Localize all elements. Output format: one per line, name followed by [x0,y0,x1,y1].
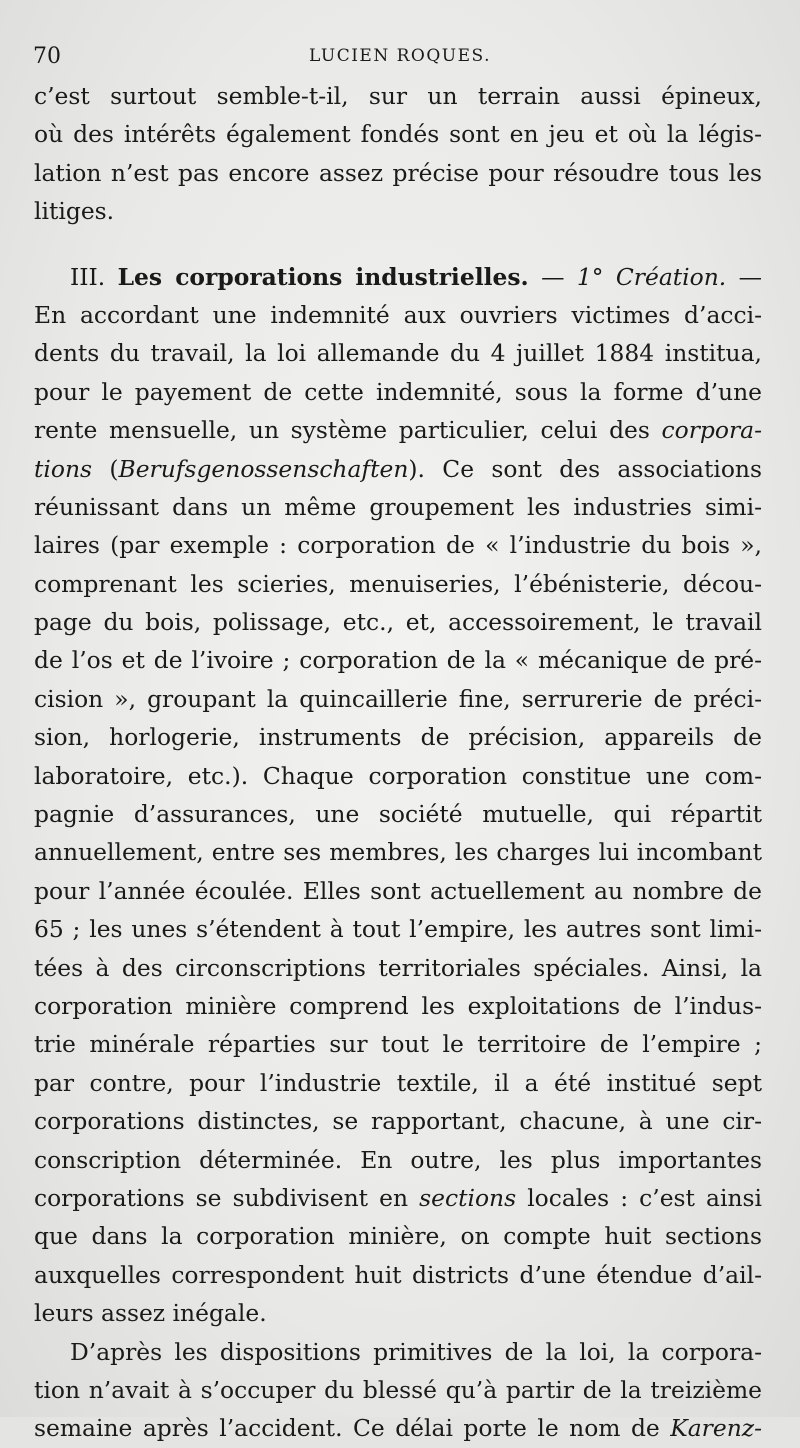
text-line: litiges. [34,197,115,226]
text-run: locales : c’est ainsi [516,1183,762,1212]
text-line: corporations distinctes, se rapportant, chacune, à une cir- [34,1107,762,1136]
page-header [0,40,800,74]
text-line: tion n’avait à s’occuper du blessé qu’à partir de la treizième [34,1375,762,1404]
text-line: conscription déterminée. En outre, les plus importantes [34,1145,762,1174]
section-dash: — [541,262,565,291]
text-line: laires (par exemple : corporation de « l’industrie du bois », [34,531,762,560]
text-line [34,1409,762,1447]
text-line: que dans la corporation minière, on compte huit sections [34,1222,762,1251]
text-line: où des intérêts également fondés sont en jeu et où la légis- [34,120,762,149]
text-line: comprenant les scieries, menuiseries, l’ébénisterie, décou- [34,569,762,598]
italic-run: Berufsgenossenschaften [118,454,409,483]
text-line: En accordant une indemnité aux ouvriers victimes d’acci- [34,300,762,329]
text-line: dents du travail, la loi allemande du 4 juillet 1884 institua, [34,339,762,368]
text-line: pagnie d’assurances, une société mutuelle, qui répartit [34,800,762,829]
running-head: LUCIEN ROQUES. [309,46,491,66]
paragraph-2 [34,296,762,1333]
text-line [34,411,762,449]
text-line: sion, horlogerie, instruments de précision, appareils de [34,723,762,752]
italic-run: Karenz- [670,1414,762,1443]
text-line: D’après les dispositions primitives de la loi, la corpora- [70,1337,762,1366]
text-run: ). Ce sont des associations [408,454,762,483]
text-line: lation n’est pas encore assez précise pour résoudre tous les [34,158,762,187]
text-line: 65 ; les unes s’étendent à tout l’empire, les autres sont limi- [34,915,762,944]
text-line: auxquelles correspondent huit districts d’une étendue d’ail- [34,1260,762,1289]
text-line: tées à des circonscriptions territoriales spéciales. Ainsi, la [34,953,762,982]
text-line: corporation minière comprend les exploitations de l’indus- [34,991,762,1020]
text-line: de l’os et de l’ivoire ; corporation de la « mécanique de pré- [34,646,762,675]
text-line [34,1179,762,1217]
section-dash: — [738,262,763,291]
text-line: leurs assez inégale. [34,1299,267,1328]
section-title: Les corporations industrielles. [117,262,529,291]
subsection-title: 1° Création. [576,262,727,291]
page-body [34,77,762,1448]
paragraph-1 [34,77,762,231]
italic-run: sections [419,1183,517,1212]
text-run: ( [92,454,119,483]
text-line: trie minérale réparties sur tout le territoire de l’empire ; [34,1030,762,1059]
section-number: III. [70,262,106,291]
text-line: réunissant dans un même groupement les industries simi- [34,492,762,521]
text-line: c’est surtout semble-t-il, sur un terrain aussi épineux, [34,82,762,110]
paragraph-3 [34,1333,762,1448]
text-line: page du bois, polissage, etc., et, accessoirement, le travail [34,608,762,637]
italic-run: tions [34,454,93,483]
text-run: semaine après l’accident. Ce délai porte le nom de [34,1414,671,1443]
section-heading [34,258,762,296]
text-line: par contre, pour l’industrie textile, il a été institué sept [34,1068,762,1097]
italic-run: corpora- [661,416,762,445]
text-line: cision », groupant la quincaillerie fine, serrurerie de préci- [34,684,762,713]
text-line: annuellement, entre ses membres, les charges lui incombant [34,838,762,867]
text-run: corporations se subdivisent en [34,1183,420,1212]
text-line: laboratoire, etc.). Chaque corporation constitue une com- [34,761,762,790]
text-line: pour le payement de cette indemnité, sous la forme d’une [34,377,762,406]
page-number: 70 [33,44,61,69]
text-run: rente mensuelle, un système particulier, celui des [34,416,662,445]
text-line: pour l’année écoulée. Elles sont actuellement au nombre de [34,876,762,905]
text-line [34,450,762,488]
